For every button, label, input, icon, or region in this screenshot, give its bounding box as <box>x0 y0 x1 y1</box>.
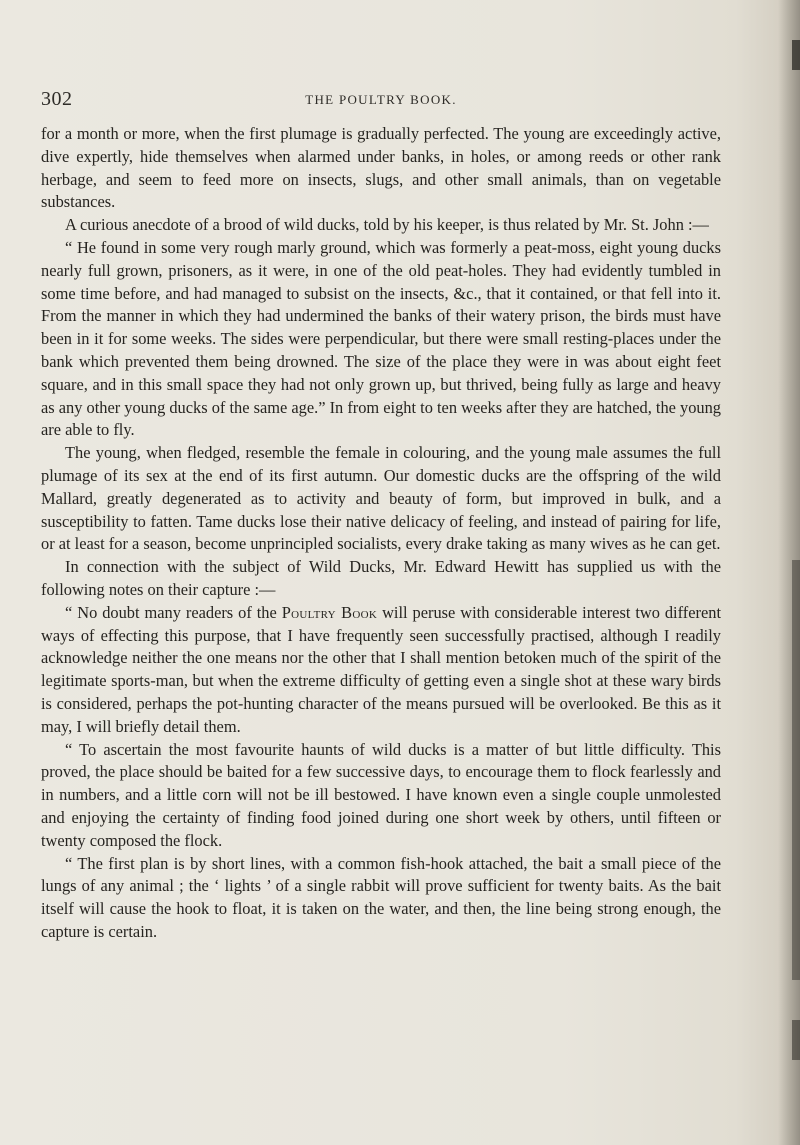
edge-mark <box>792 560 800 980</box>
paragraph-keeper-quote: “ He found in some very rough marly ground, which was formerly a peat-moss, eight young ducks nearly full grown, prisoners, as it were, in one of the old peat-holes. They had evidently tumbled in some time before, and had managed to subsist on the insects, &c., that it contained, or that fell into it. From the manner in which they had undermined the banks of their watery prison, the birds must have been in it for some weeks. The sides were perpendicular, but there were small resting-places under the bank which prevented them being drowned. The size of the place they were in was about eight feet square, and in this small space they had not only grown up, but thrived, being fully as large and heavy as any other young ducks of the same age.” In from eight to ten weeks after they are hatched, the young are able to fly. <box>41 237 721 440</box>
paragraph-hewitt-quote-2: “ To ascertain the most favourite haunts of wild ducks is a matter of but little difficulty. This proved, the place should be baited for a few successive days, to encourage them to flock fearlessly and in numbers, and a little corn will not be ill bestowed. I have known even a single couple unmolested and enjoying the certainty of finding food joined during one short week by others, until fifteen or twenty composed the flock. <box>41 739 721 850</box>
running-head: THE POULTRY BOOK. <box>305 92 457 107</box>
edge-mark <box>792 40 800 70</box>
edge-mark <box>792 1020 800 1060</box>
page-number: 302 <box>41 88 73 110</box>
paragraph-hewitt-quote-3: “ The first plan is by short lines, with a common fish-hook attached, the bait a small piece of the lungs of any animal ; the ‘ lights ’ of a single rabbit will prove sufficient for twenty baits. As the bait itself will cause the hook to float, it is taken on the water, and then, the line being strong enough, the capture is certain. <box>41 853 721 941</box>
paragraph-hewitt-intro: In connection with the subject of Wild Ducks, Mr. Edward Hewitt has supplied us with the following notes on their capture :— <box>41 557 721 599</box>
paragraph-anecdote-intro: A curious anecdote of a brood of wild ducks, told by his keeper, is thus related by Mr. St. John :— <box>65 215 709 235</box>
paragraph-hewitt-quote-1 <box>41 602 721 739</box>
quote-1-rest: will peruse with considerable interest two different ways of effecting this purpose, that I have frequently seen successfully practised, although I readily acknowledge neither the one means nor the other that I shall mention betoken much of the spirit of the legitimate sports-man, but when the extreme difficulty of getting even a single shot at these wary birds is considered, perhaps the pot-hunting character of the means pursued will be overlooked. Be this as it may, I will briefly detail them. <box>41 602 721 736</box>
page-header <box>41 88 721 112</box>
paragraph-young-fledged: The young, when fledged, resemble the female in colouring, and the young male assumes the full plumage of its sex at the end of its first autumn. Our domestic ducks are the offspring of the wild Mallard, greatly degenerated as to activity and beauty of form, but improved in bulk, and a susceptibility to fatten. Tame ducks lose their native delicacy of feeling, and instead of pairing for life, or at least for a season, become unprincipled socialists, every drake taking as many wives as he can get. <box>41 443 721 554</box>
book-title-smallcaps: Poultry Book <box>281 602 378 622</box>
paragraph-continued: for a month or more, when the first plumage is gradually perfected. The young are exceedingly active, dive expertly, hide themselves when alarmed under banks, in holes, or among reeds or other rank herbage, and seem to feed more on insects, slugs, and other small animals, than on vegetable substances. <box>41 124 721 212</box>
quote-1-open: “ No doubt many readers of the <box>65 602 282 622</box>
body-text <box>41 123 721 944</box>
